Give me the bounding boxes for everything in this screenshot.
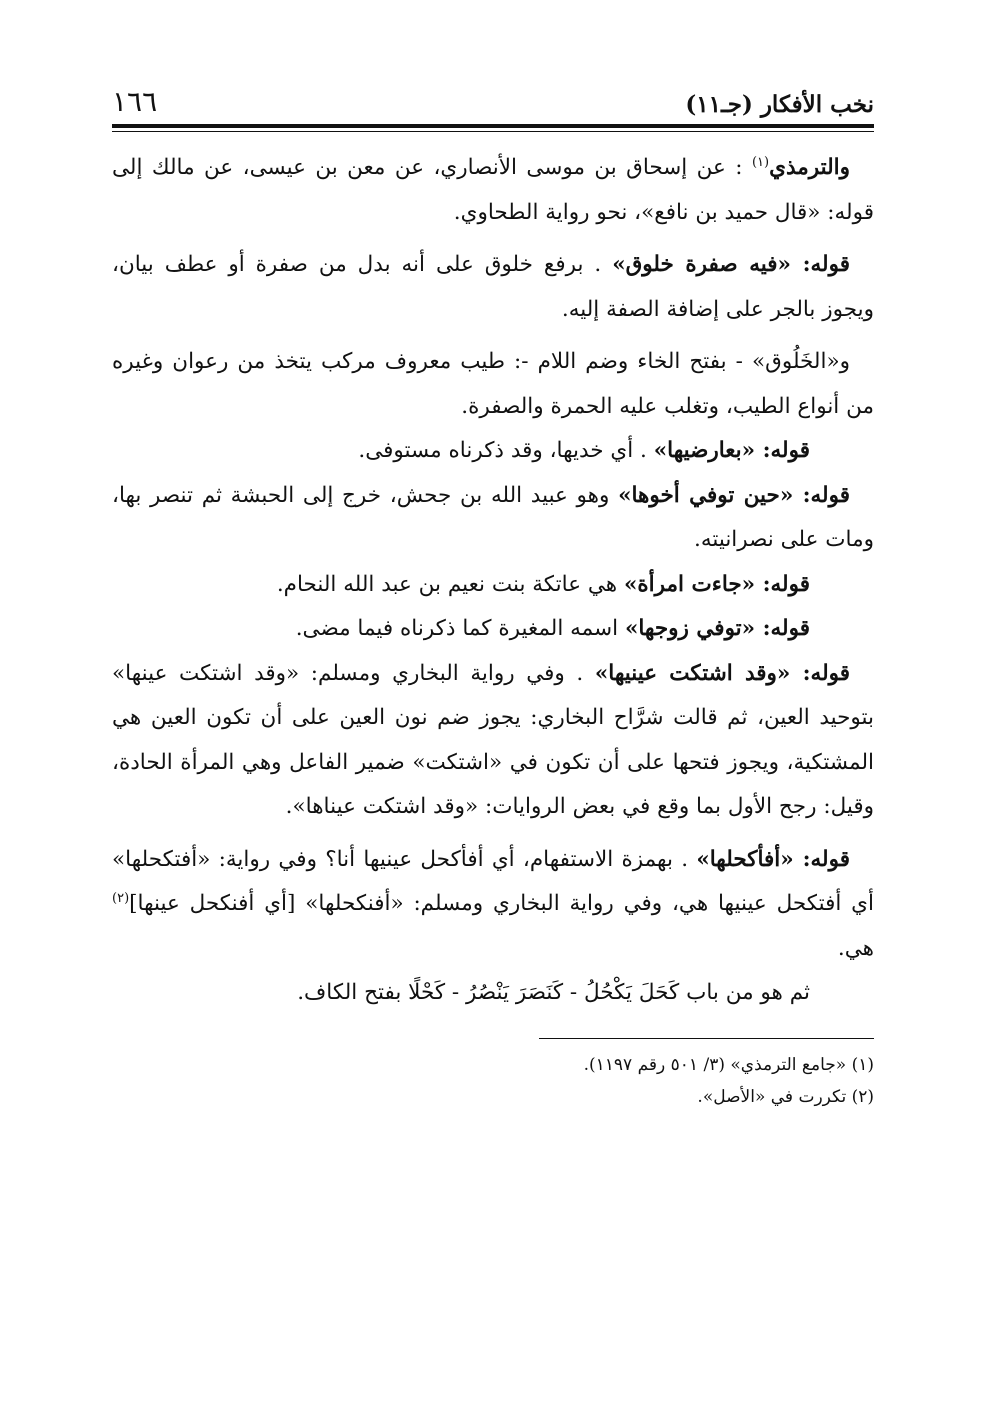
paragraph-text: و«الخَلُوق» - بفتح الخاء وضم اللام -: طيب معروف مركب يتخذ من رعوان وغيره من أنواع الطيب، وتغلب عليه الحمرة والصفرة. (112, 349, 874, 419)
paragraph-10 (112, 971, 874, 1016)
paragraph-lead: قوله: «فيه صفرة خلوق» (612, 252, 850, 277)
footnote-1: (١) «جامع الترمذي» (٣/ ٥٠١ رقم ١١٩٧). (583, 1054, 874, 1075)
paragraph-lead: قوله: «حين توفي أخوها» (618, 482, 850, 508)
paragraph-text: وهو عبيد الله بن جحش، خرج إلى الحبشة ثم تنصر بها، ومات على نصرانيته. (112, 482, 874, 552)
page-number: ١٦٦ (112, 85, 158, 118)
paragraph-lead: قوله: «توفي زوجها» (624, 616, 810, 641)
footnote-ref: (١) (751, 154, 770, 170)
paragraph-7 (112, 607, 874, 652)
paragraph-text: . برفع خلوق على أنه بدل من صفرة أو عطف بيان، ويجوز بالجر على إضافة الصفة إليه. (112, 252, 874, 322)
paragraph-text: . بهمزة الاستفهام، أي أفأكحل عينيها أنا؟ وفي رواية: «أفتكحلها» أي أفتكحل عينيها هي، وفي رواية البخاري ومسلم: «أفنكحلها» [أي أفنكحل عينها] (112, 846, 874, 916)
paragraph-4 (112, 429, 874, 474)
header-rule-thick (112, 124, 874, 128)
paragraph-1 (112, 146, 874, 235)
paragraph-lead: قوله: «أفأكحلها» (696, 846, 850, 872)
paragraph-text: . وفي رواية البخاري ومسلم: «وقد اشتكت عينها» بتوحيد العين، ثم قالت شرَّاح البخاري: يجوز ضم نون العين على أن تكون العين هي المشتكية، ويجوز فتحها على أن تكون في «اشتكت» ضمير الفاعل وهي المرأة الحادة، وقيل: رجح الأول بما وقع في بعض الروايات: «وقد اشتكت عيناها». (112, 660, 874, 819)
paragraph-2 (112, 243, 874, 332)
paragraph-6 (112, 563, 874, 608)
paragraph-tail: هي. (837, 935, 874, 961)
footnote-2: (٢) تكررت في «الأصل». (697, 1086, 874, 1107)
paragraph-text: ثم هو من باب كَحَلَ يَكْحُلُ - كَنَصَرَ يَنْصُرُ - كَحْلًا بفتح الكاف. (297, 980, 810, 1005)
paragraph-5 (112, 474, 874, 563)
paragraph-text: . أي خديها، وقد ذكرناه مستوفى. (358, 438, 647, 463)
paragraph-text: هي عاتكة بنت نعيم بن عبد الله النحام. (276, 571, 618, 597)
body-text (112, 146, 874, 1016)
page-header (112, 72, 874, 118)
paragraph-lead: قوله: «وقد اشتكت عينيها» (594, 660, 851, 686)
paragraph-3 (112, 340, 874, 429)
footnote-separator (539, 1038, 874, 1039)
footnote-ref: (٢) (112, 890, 130, 906)
paragraph-text: : عن إسحاق بن موسى الأنصاري، عن معن بن عيسى، عن مالك إلى قوله: «قال حميد بن نافع»، نحو رواية الطحاوي. (112, 155, 874, 225)
running-title: نخب الأفكار (جـ١١) (685, 91, 874, 118)
footnotes (112, 1049, 874, 1113)
paragraph-text: اسمه المغيرة كما ذكرناه فيما مضى. (295, 616, 619, 641)
header-rule-thin (112, 131, 874, 132)
paragraph-lead: والترمذي (769, 155, 850, 180)
paragraph-9 (112, 838, 874, 972)
paragraph-lead: قوله: «جاءت امرأة» (623, 571, 810, 597)
paragraph-lead: قوله: «بعارضيها» (653, 438, 810, 463)
paragraph-8 (112, 652, 874, 830)
